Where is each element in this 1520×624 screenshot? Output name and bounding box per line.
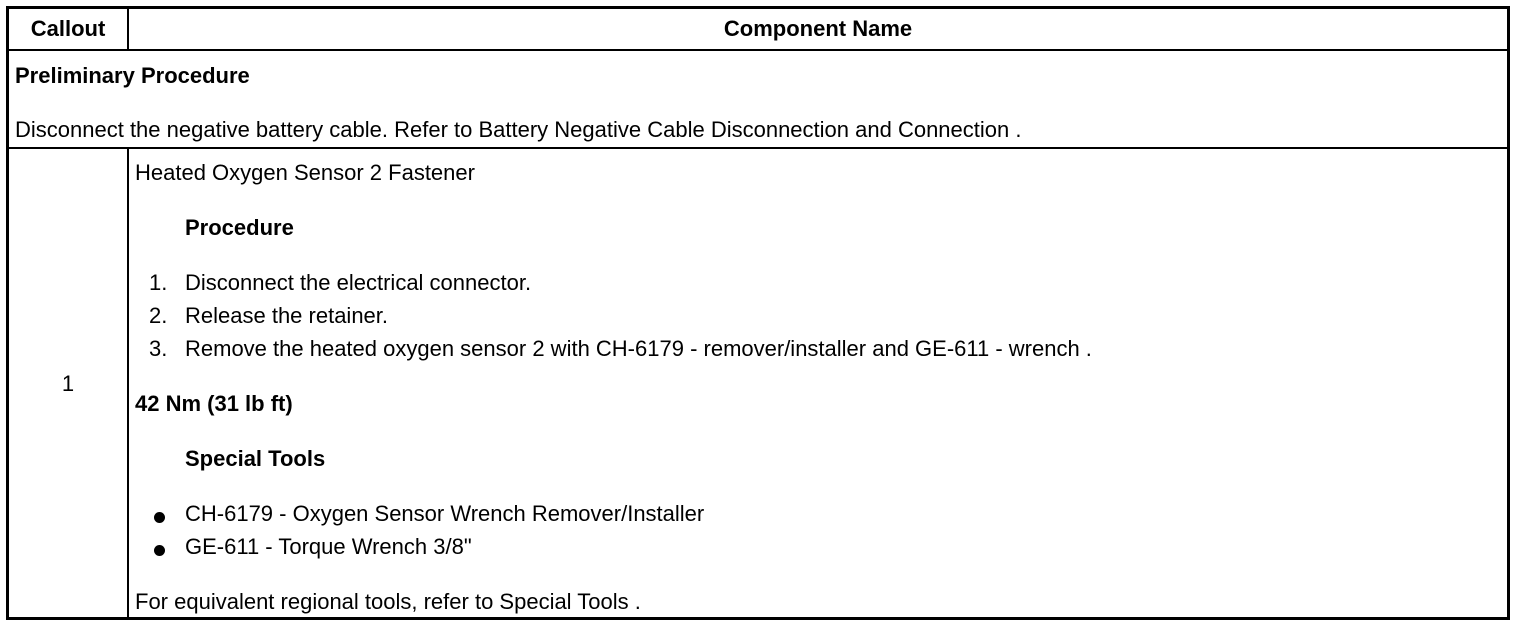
header-callout: Callout (9, 9, 129, 49)
step-text: Disconnect the electrical connector. (185, 270, 532, 295)
step-text: Remove the heated oxygen sensor 2 with CH-6179 - remover/installer and GE-611 - wrench . (185, 336, 1092, 361)
tool-item: CH-6179 - Oxygen Sensor Wrench Remover/Installer (185, 501, 705, 526)
bullet-icon (154, 545, 165, 556)
table-header (9, 9, 1507, 51)
procedure-table (6, 6, 1510, 620)
step-number: 2. (149, 303, 168, 328)
preliminary-title: Preliminary Procedure (15, 63, 250, 88)
component-cell (129, 149, 1507, 617)
procedure-heading: Procedure (185, 215, 294, 240)
callout-number: 1 (61, 371, 75, 396)
preliminary-procedure-row (9, 51, 1507, 149)
table-row (9, 149, 1507, 617)
preliminary-text: Disconnect the negative battery cable. Refer to Battery Negative Cable Disconnection and Connection . (15, 117, 1022, 142)
special-tools-heading: Special Tools (185, 446, 326, 471)
step-number: 1. (149, 270, 168, 295)
step-number: 3. (149, 336, 168, 361)
step-text: Release the retainer. (185, 303, 389, 328)
regional-tools-note: For equivalent regional tools, refer to Special Tools . (135, 589, 641, 614)
header-component-name: Component Name (723, 16, 913, 41)
torque-spec: 42 Nm (31 lb ft) (135, 391, 293, 416)
callout-cell (9, 149, 129, 617)
component-name: Heated Oxygen Sensor 2 Fastener (135, 160, 475, 185)
bullet-icon (154, 512, 165, 523)
tool-item: GE-611 - Torque Wrench 3/8" (185, 534, 472, 559)
